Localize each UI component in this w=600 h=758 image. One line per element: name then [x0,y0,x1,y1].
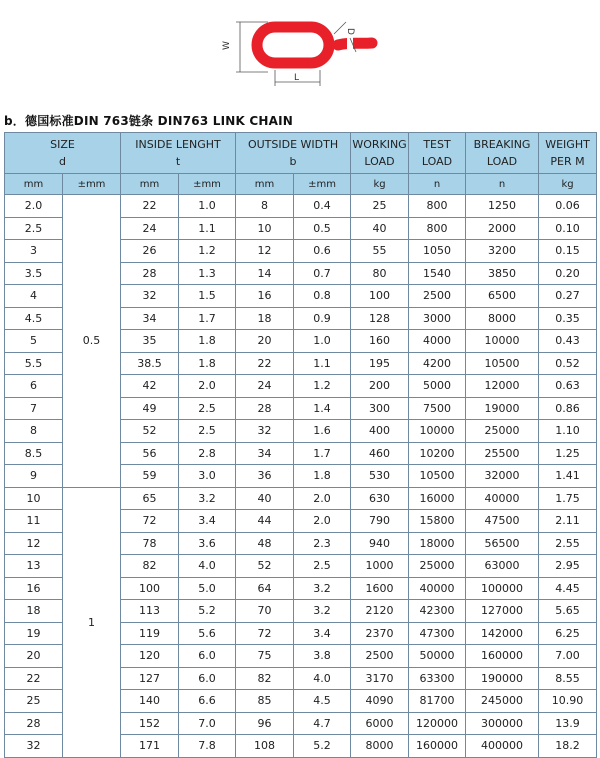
table-cell: 160000 [466,645,539,668]
table-cell: 0.5 [294,217,351,240]
table-cell: 1250 [466,195,539,218]
header-row [5,133,597,174]
table-cell: 2.55 [539,532,597,555]
table-cell: 4.0 [294,667,351,690]
table-cell: 56500 [466,532,539,555]
table-cell: 82 [236,667,294,690]
table-cell: 40000 [466,487,539,510]
table-cell: 13.9 [539,712,597,735]
table-cell: 245000 [466,690,539,713]
table-cell: 1.41 [539,465,597,488]
table-cell: 0.43 [539,330,597,353]
table-cell: 3850 [466,262,539,285]
table-cell: 1.1 [179,217,236,240]
table-cell: 24 [236,375,294,398]
table-cell: 2.3 [294,532,351,555]
table-cell: 100000 [466,577,539,600]
table-cell: 2500 [409,285,466,308]
table-cell: 40 [351,217,409,240]
table-cell: 1.3 [179,262,236,285]
table-cell: 1600 [351,577,409,600]
chain-link-diagram [0,0,600,100]
table-cell: 82 [121,555,179,578]
table-cell: 13 [5,555,63,578]
table-cell: 1.8 [179,330,236,353]
table-cell: 0.7 [294,262,351,285]
unit-cell: ±mm [294,174,351,195]
table-row [5,195,597,218]
table-cell: 32000 [466,465,539,488]
section-title: b．德国标准DIN 763链条 DIN763 LINK CHAIN [4,114,294,128]
table-cell: 49 [121,397,179,420]
table-cell: 3.2 [294,577,351,600]
table-cell: 0.52 [539,352,597,375]
table-cell: 3000 [409,307,466,330]
table-cell: 85 [236,690,294,713]
header-outside-width: OUTSIDE WIDTH b [236,133,351,174]
table-cell: 2120 [351,600,409,623]
table-cell: 3.2 [294,600,351,623]
table-cell: 59 [121,465,179,488]
table-cell: 119 [121,622,179,645]
header-working-load: WORKING LOAD [351,133,409,174]
table-cell: 32 [236,420,294,443]
table-cell: 10000 [466,330,539,353]
table-cell: 15800 [409,510,466,533]
table-cell: 70 [236,600,294,623]
table-cell: 8 [5,420,63,443]
table-cell: 10200 [409,442,466,465]
table-cell: 28 [121,262,179,285]
table-cell: 10500 [409,465,466,488]
table-cell: 63300 [409,667,466,690]
table-cell: 160 [351,330,409,353]
table-cell: 4000 [409,330,466,353]
table-cell: 12 [5,532,63,555]
table-cell: 75 [236,645,294,668]
table-cell: 2.5 [5,217,63,240]
table-cell: 630 [351,487,409,510]
header-breaking-load: BREAKING LOAD [466,133,539,174]
table-cell: 5 [5,330,63,353]
header-test-load: TEST LOAD [409,133,466,174]
table-cell: 460 [351,442,409,465]
table-cell: 56 [121,442,179,465]
table-cell: 14 [236,262,294,285]
table-cell: 1540 [409,262,466,285]
table-cell: 0.8 [294,285,351,308]
table-cell: 800 [409,217,466,240]
table-cell: 3.4 [294,622,351,645]
table-cell: 1.8 [179,352,236,375]
table-cell: 4090 [351,690,409,713]
table-cell: 1.10 [539,420,597,443]
table-cell: 2.0 [294,510,351,533]
table-cell: 1.5 [179,285,236,308]
table-cell: 16000 [409,487,466,510]
table-cell: 78 [121,532,179,555]
table-cell: 152 [121,712,179,735]
table-cell: 5000 [409,375,466,398]
table-cell: 44 [236,510,294,533]
table-cell: 6500 [466,285,539,308]
table-cell: 8000 [351,735,409,758]
table-cell: 7.0 [179,712,236,735]
table-cell: 195 [351,352,409,375]
table-cell: 5.0 [179,577,236,600]
table-cell: 12 [236,240,294,263]
table-cell: 4 [5,285,63,308]
unit-cell: kg [351,174,409,195]
header-size: SIZE d [5,133,121,174]
table-cell: 100 [121,577,179,600]
table-cell: 26 [121,240,179,263]
table-cell: 11 [5,510,63,533]
width-label: W [222,41,232,50]
table-cell: 127000 [466,600,539,623]
unit-cell: mm [121,174,179,195]
table-cell: 47300 [409,622,466,645]
table-cell: 1.1 [294,352,351,375]
table-cell: 3200 [466,240,539,263]
table-cell: 6.0 [179,645,236,668]
table-cell: 28 [236,397,294,420]
table-cell: 6000 [351,712,409,735]
table-cell: 10 [5,487,63,510]
table-cell: 16 [236,285,294,308]
table-cell: 22 [5,667,63,690]
table-cell: 2.5 [179,397,236,420]
table-cell: 140 [121,690,179,713]
table-cell: 18 [236,307,294,330]
table-cell: 35 [121,330,179,353]
table-cell: 127 [121,667,179,690]
units-row [5,174,597,195]
table-cell: 3.5 [5,262,63,285]
table-cell: 3.4 [179,510,236,533]
table-cell: 7.8 [179,735,236,758]
unit-cell: n [409,174,466,195]
table-cell: 0.10 [539,217,597,240]
table-cell: 0.6 [294,240,351,263]
table-cell: 10 [236,217,294,240]
table-cell: 940 [351,532,409,555]
table-cell: 1000 [351,555,409,578]
table-cell: 1.4 [294,397,351,420]
table-cell: 5.5 [5,352,63,375]
table-cell: 8000 [466,307,539,330]
table-cell: 25000 [409,555,466,578]
table-cell: 42 [121,375,179,398]
unit-cell: kg [539,174,597,195]
table-cell: 4.45 [539,577,597,600]
table-cell: 25500 [466,442,539,465]
table-cell: 22 [236,352,294,375]
table-cell: 800 [409,195,466,218]
table-cell: 7500 [409,397,466,420]
table-cell: 120 [121,645,179,668]
table-cell: 3.2 [179,487,236,510]
table-cell: 16 [5,577,63,600]
table-cell: 72 [236,622,294,645]
table-cell: 18.2 [539,735,597,758]
table-cell: 48 [236,532,294,555]
unit-cell: ±mm [179,174,236,195]
unit-cell: n [466,174,539,195]
table-cell: 10.90 [539,690,597,713]
table-cell: 8.5 [5,442,63,465]
table-cell: 2.0 [179,375,236,398]
table-cell: 1.7 [179,307,236,330]
table-cell: 40000 [409,577,466,600]
table-cell: 10000 [409,420,466,443]
table-cell: 4.5 [5,307,63,330]
table-cell: 7.00 [539,645,597,668]
table-cell: 0.9 [294,307,351,330]
table-cell: 171 [121,735,179,758]
table-cell: 2500 [351,645,409,668]
table-row [5,487,597,510]
table-cell: 6.6 [179,690,236,713]
table-cell: 38.5 [121,352,179,375]
table-cell: 18 [5,600,63,623]
table-cell: 3 [5,240,63,263]
table-cell: 64 [236,577,294,600]
table-cell: 25 [5,690,63,713]
table-cell: 200 [351,375,409,398]
table-cell: 6.25 [539,622,597,645]
table-cell: 55 [351,240,409,263]
table-cell: 20 [5,645,63,668]
table-cell: 34 [236,442,294,465]
table-cell: 50000 [409,645,466,668]
table-cell: 2.95 [539,555,597,578]
table-cell: 65 [121,487,179,510]
table-cell: 63000 [466,555,539,578]
table-cell: 32 [121,285,179,308]
table-cell: 4.5 [294,690,351,713]
size-tolerance-cell: 1 [63,487,121,757]
table-cell: 25 [351,195,409,218]
table-cell: 2.0 [294,487,351,510]
table-cell: 25000 [466,420,539,443]
table-cell: 1.2 [179,240,236,263]
table-cell: 3.8 [294,645,351,668]
table-cell: 4.0 [179,555,236,578]
table-cell: 190000 [466,667,539,690]
table-cell: 8.55 [539,667,597,690]
table-cell: 10500 [466,352,539,375]
table-cell: 4.7 [294,712,351,735]
table-cell: 1050 [409,240,466,263]
unit-cell: ±mm [63,174,121,195]
table-cell: 142000 [466,622,539,645]
table-cell: 3170 [351,667,409,690]
table-cell: 52 [121,420,179,443]
table-cell: 32 [5,735,63,758]
table-cell: 790 [351,510,409,533]
table-cell: 0.86 [539,397,597,420]
unit-cell: mm [5,174,63,195]
header-weight: WEIGHT PER M [539,133,597,174]
size-tolerance-cell: 0.5 [63,195,121,488]
table-cell: 1.7 [294,442,351,465]
table-cell: 160000 [409,735,466,758]
table-cell: 40 [236,487,294,510]
table-cell: 19000 [466,397,539,420]
table-cell: 0.35 [539,307,597,330]
table-cell: 2.8 [179,442,236,465]
table-cell: 1.8 [294,465,351,488]
table-cell: 80 [351,262,409,285]
table-body [5,195,597,758]
table-cell: 2.0 [5,195,63,218]
table-cell: 28 [5,712,63,735]
table-cell: 96 [236,712,294,735]
table-cell: 300 [351,397,409,420]
table-cell: 2.5 [294,555,351,578]
table-cell: 42300 [409,600,466,623]
table-cell: 81700 [409,690,466,713]
table-cell: 18000 [409,532,466,555]
length-label: L [294,73,300,83]
table-cell: 3.0 [179,465,236,488]
table-cell: 19 [5,622,63,645]
table-cell: 22 [121,195,179,218]
table-cell: 400000 [466,735,539,758]
table-cell: 0.63 [539,375,597,398]
table-cell: 5.2 [179,600,236,623]
table-cell: 52 [236,555,294,578]
table-cell: 6.0 [179,667,236,690]
table-cell: 0.4 [294,195,351,218]
table-cell: 0.06 [539,195,597,218]
table-cell: 36 [236,465,294,488]
table-cell: 2.5 [179,420,236,443]
table-cell: 120000 [409,712,466,735]
table-cell: 5.2 [294,735,351,758]
table-cell: 400 [351,420,409,443]
table-cell: 113 [121,600,179,623]
table-cell: 34 [121,307,179,330]
header-inside-length: INSIDE LENGHT t [121,133,236,174]
table-cell: 530 [351,465,409,488]
table-cell: 1.75 [539,487,597,510]
table-cell: 0.27 [539,285,597,308]
table-cell: 24 [121,217,179,240]
table-cell: 2370 [351,622,409,645]
table-cell: 47500 [466,510,539,533]
table-cell: 1.0 [179,195,236,218]
table-cell: 128 [351,307,409,330]
table-cell: 108 [236,735,294,758]
table-cell: 5.6 [179,622,236,645]
table-cell: 100 [351,285,409,308]
spec-table [4,132,597,758]
table-cell: 300000 [466,712,539,735]
table-cell: 1.2 [294,375,351,398]
table-cell: 5.65 [539,600,597,623]
table-cell: 6 [5,375,63,398]
table-cell: 0.20 [539,262,597,285]
table-cell: 2000 [466,217,539,240]
table-cell: 1.25 [539,442,597,465]
table-cell: 12000 [466,375,539,398]
table-cell: 2.11 [539,510,597,533]
unit-cell: mm [236,174,294,195]
table-cell: 72 [121,510,179,533]
diameter-label: D [345,28,355,35]
table-cell: 0.15 [539,240,597,263]
table-cell: 9 [5,465,63,488]
table-cell: 20 [236,330,294,353]
table-cell: 7 [5,397,63,420]
table-cell: 8 [236,195,294,218]
table-cell: 4200 [409,352,466,375]
table-cell: 1.0 [294,330,351,353]
table-cell: 3.6 [179,532,236,555]
table-cell: 1.6 [294,420,351,443]
